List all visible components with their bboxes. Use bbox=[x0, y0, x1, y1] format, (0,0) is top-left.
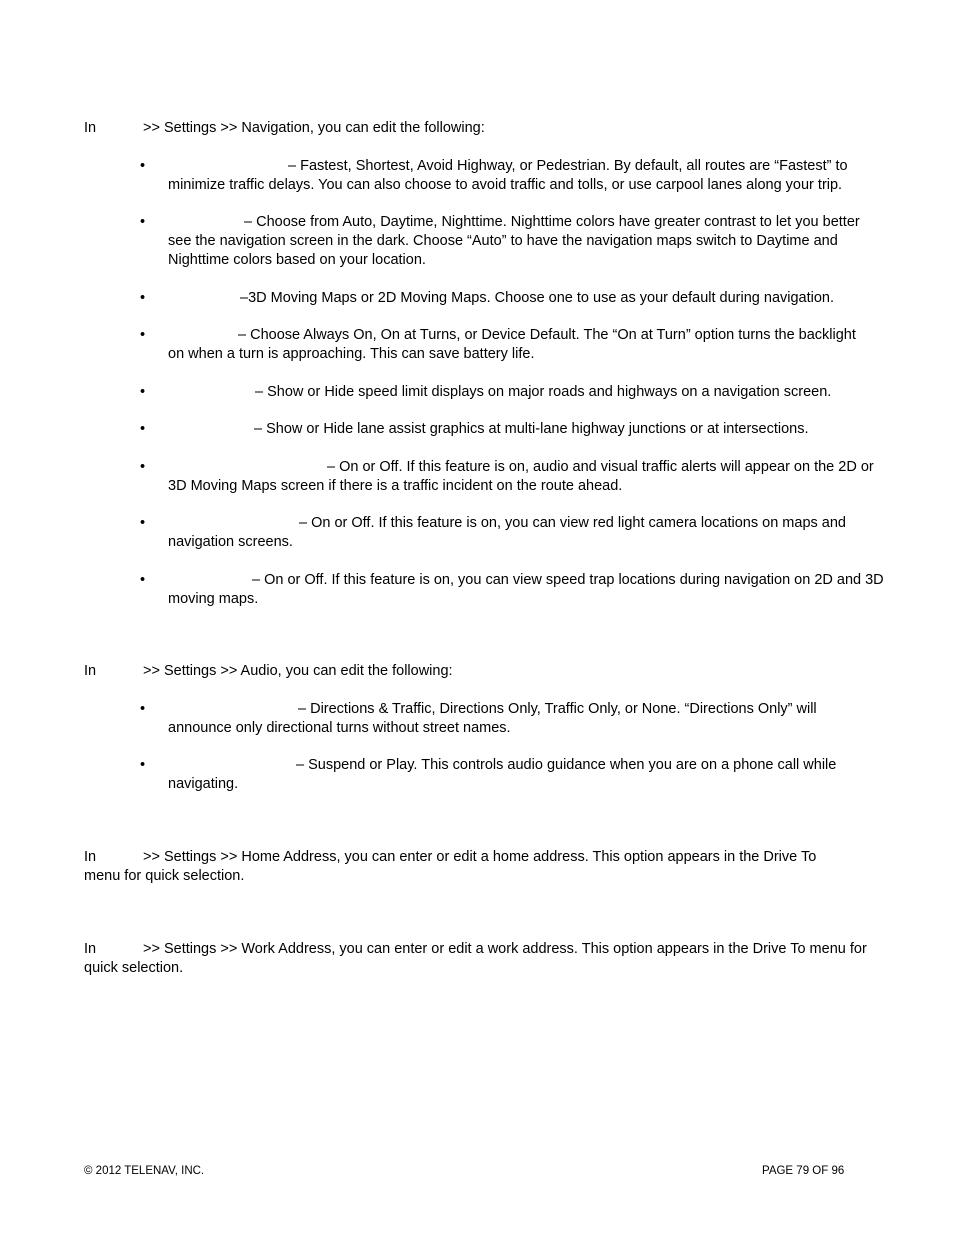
work-address-paragraph bbox=[84, 940, 869, 978]
list-item-text: – On or Off. If this feature is on, audio and visual traffic alerts will appear on the 2D or 3D Moving Maps screen if there is a traffic incident on the route ahead. bbox=[168, 459, 874, 494]
footer-copyright: © 2012 TELENAV, INC. bbox=[84, 1165, 205, 1177]
list-item bbox=[140, 420, 888, 439]
list-item-text: – On or Off. If this feature is on, you can view red light camera locations on maps and navigation screens. bbox=[168, 515, 846, 550]
audio-intro bbox=[84, 662, 874, 681]
bullet-icon: • bbox=[140, 158, 146, 174]
bullet-icon: • bbox=[140, 459, 146, 475]
list-item-text: –3D Moving Maps or 2D Moving Maps. Choose one to use as your default during navigation. bbox=[240, 290, 835, 306]
bullet-icon: • bbox=[140, 384, 146, 400]
navigation-intro-text: >> Settings >> Navigation, you can edit the following: bbox=[143, 120, 485, 136]
list-item bbox=[140, 756, 888, 794]
navigation-intro bbox=[84, 119, 874, 138]
audio-intro-text: >> Settings >> Audio, you can edit the following: bbox=[143, 663, 453, 679]
list-item-text: – Directions & Traffic, Directions Only, Traffic Only, or None. “Directions Only” will announce only directional turns without street names. bbox=[168, 701, 817, 736]
bullet-icon: • bbox=[140, 701, 146, 717]
list-item-text: – Show or Hide speed limit displays on major roads and highways on a navigation screen. bbox=[255, 384, 832, 400]
bullet-icon: • bbox=[140, 515, 146, 531]
list-item bbox=[140, 157, 888, 195]
list-item bbox=[140, 383, 888, 402]
list-item-text: – Choose from Auto, Daytime, Nighttime. Nighttime colors have greater contrast to let you better see the navigation screen in the dark. Choose “Auto” to have the navigation maps switch to Daytime and Nighttime colors based on your location. bbox=[168, 214, 860, 268]
list-item-text: – Show or Hide lane assist graphics at multi-lane highway junctions or at intersections. bbox=[254, 421, 809, 437]
list-item bbox=[140, 514, 868, 552]
work-intro-text: >> Settings >> Work Address, you can enter or edit a work address. This option appears in the Drive To menu for quick selection. bbox=[84, 941, 867, 976]
list-item-text: – Choose Always On, On at Turns, or Device Default. The “On at Turn” option turns the backlight on when a turn is approaching. This can save battery life. bbox=[168, 327, 856, 362]
bullet-icon: • bbox=[140, 421, 146, 437]
bullet-icon: • bbox=[140, 572, 146, 588]
home-address-paragraph bbox=[84, 848, 844, 886]
list-item bbox=[140, 458, 888, 496]
list-item bbox=[140, 289, 888, 308]
list-item bbox=[140, 571, 888, 609]
bullet-icon: • bbox=[140, 327, 146, 343]
bullet-icon: • bbox=[140, 214, 146, 230]
list-item bbox=[140, 213, 868, 270]
navigation-intro-lead: In bbox=[84, 120, 97, 136]
bullet-icon: • bbox=[140, 290, 146, 306]
bullet-icon: • bbox=[140, 757, 146, 773]
list-item bbox=[140, 326, 868, 364]
home-intro-lead: In bbox=[84, 849, 97, 865]
audio-intro-lead: In bbox=[84, 663, 97, 679]
work-intro-lead: In bbox=[84, 941, 97, 957]
home-intro-text: >> Settings >> Home Address, you can enter or edit a home address. This option appears in the Drive To menu for quick selection. bbox=[84, 849, 817, 884]
list-item-text: – Suspend or Play. This controls audio guidance when you are on a phone call while navigating. bbox=[168, 757, 837, 792]
list-item-text: – Fastest, Shortest, Avoid Highway, or Pedestrian. By default, all routes are “Fastest” to minimize traffic delays. You can also choose to avoid traffic and tolls, or use carpool lanes along your trip. bbox=[168, 158, 848, 193]
list-item bbox=[140, 700, 868, 738]
list-item-text: – On or Off. If this feature is on, you can view speed trap locations during navigation on 2D and 3D moving maps. bbox=[168, 572, 884, 607]
footer-page-number: PAGE 79 OF 96 bbox=[762, 1165, 845, 1177]
